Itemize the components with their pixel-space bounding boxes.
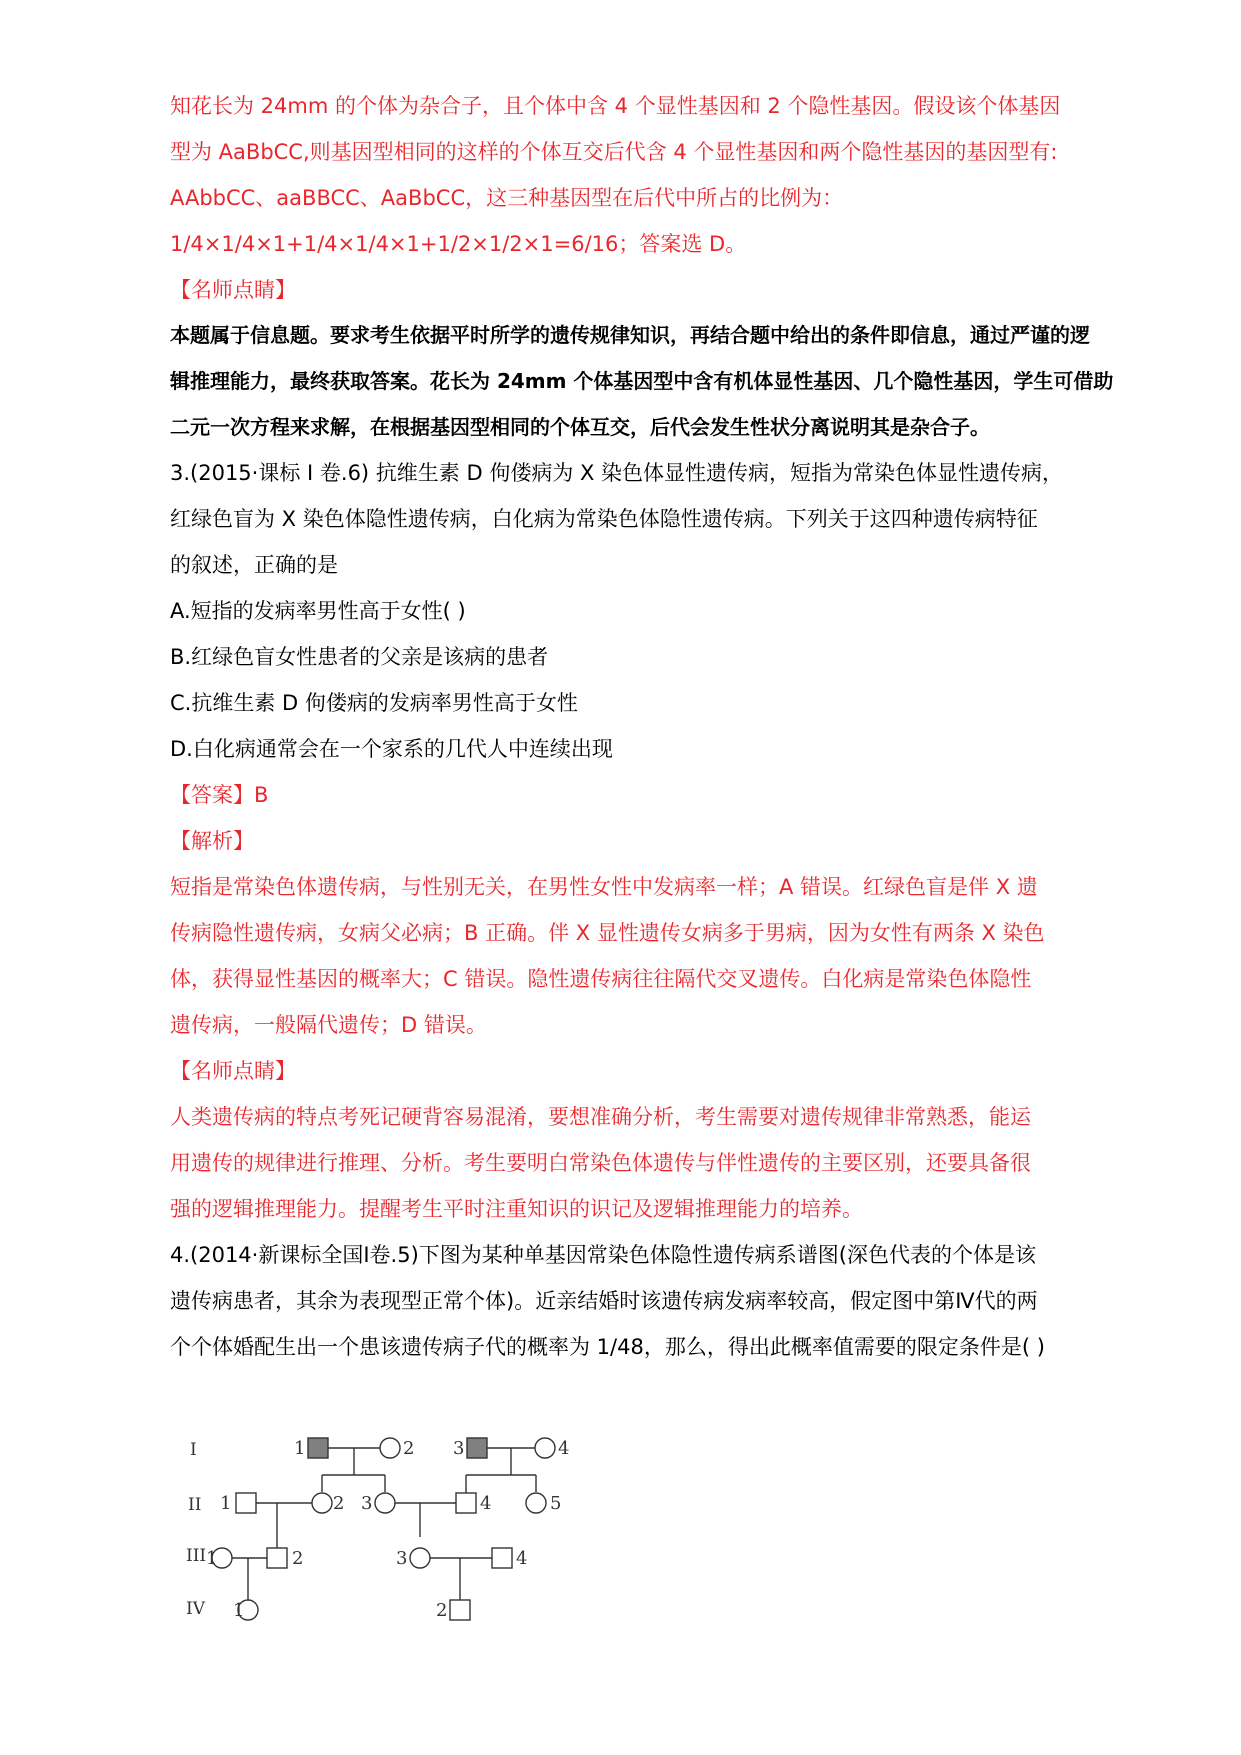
individual-iii4-male	[492, 1548, 512, 1568]
generation-label-iv: IV	[186, 1599, 205, 1619]
label-iii4: 4	[516, 1548, 528, 1569]
note-line: 强的逻辑推理能力。提醒考生平时注重知识的识记及逻辑推理能力的培养。	[170, 1197, 863, 1221]
label-iii1: 1	[206, 1548, 218, 1569]
analysis-label: 【解析】	[170, 829, 254, 853]
individual-i3-affected-male	[467, 1438, 487, 1458]
analysis-line: 短指是常染色体遗传病，与性别无关，在男性女性中发病率一样；A 错误。红绿色盲是伴 X 遗	[170, 875, 1038, 899]
label-iv2: 2	[436, 1600, 448, 1621]
individual-iv2-male	[450, 1600, 470, 1620]
label-ii3: 3	[361, 1493, 373, 1514]
individual-i4-female	[535, 1438, 555, 1458]
answer: 【答案】B	[170, 783, 269, 807]
label-i4: 4	[558, 1438, 570, 1459]
individual-i2-female	[380, 1438, 400, 1458]
label-iv1: 1	[233, 1600, 245, 1621]
option-a: A.短指的发病率男性高于女性( )	[170, 599, 466, 623]
note-line: 用遗传的规律进行推理、分析。考生要明白常染色体遗传与伴性遗传的主要区别，还要具备很	[170, 1151, 1031, 1175]
label-i2: 2	[403, 1438, 415, 1459]
teacher-note-label: 【名师点睛】	[170, 1059, 296, 1083]
question-stem-line: 红绿色盲为 X 染色体隐性遗传病，白化病为常染色体隐性遗传病。下列关于这四种遗传病特征	[170, 507, 1038, 531]
question-stem-line: 4.(2014·新课标全国Ⅰ卷.5)下图为某种单基因常染色体隐性遗传病系谱图(深色代表的个体是该	[170, 1243, 1036, 1267]
generation-label-ii: II	[188, 1495, 202, 1515]
label-ii4: 4	[480, 1493, 492, 1514]
generation-label-i: I	[190, 1440, 197, 1460]
question-stem-line: 遗传病患者，其余为表现型正常个体)。近亲结婚时该遗传病发病率较高，假定图中第Ⅳ代的两	[170, 1289, 1038, 1313]
option-c: C.抗维生素 D 佝偻病的发病率男性高于女性	[170, 691, 578, 715]
individual-ii3-female	[375, 1493, 395, 1513]
option-b: B.红绿色盲女性患者的父亲是该病的患者	[170, 645, 549, 669]
analysis-line: AAbbCC、aaBBCC、AaBbCC，这三种基因型在后代中所占的比例为：	[170, 186, 844, 210]
note-line: 人类遗传病的特点考死记硬背容易混淆，要想准确分析，考生需要对遗传规律非常熟悉，能运	[170, 1105, 1031, 1129]
analysis-line: 型为 AaBbCC,则基因型相同的这样的个体互交后代含 4 个显性基因和两个隐性基因的基因型有:	[170, 140, 1058, 164]
pedigree-chart	[170, 1430, 640, 1645]
analysis-line: 体，获得显性基因的概率大；C 错误。隐性遗传病往往隔代交叉遗传。白化病是常染色体隐性	[170, 967, 1032, 991]
individual-ii1-male	[236, 1493, 256, 1513]
teacher-note-label: 【名师点睛】	[170, 278, 296, 302]
analysis-line: 遗传病，一般隔代遗传；D 错误。	[170, 1013, 487, 1037]
individual-ii4-male	[456, 1493, 476, 1513]
individual-ii2-female	[312, 1493, 332, 1513]
question-stem-line: 个个体婚配生出一个患该遗传病子代的概率为 1/48，那么，得出此概率值需要的限定条件是( )	[170, 1335, 1045, 1359]
label-ii5: 5	[550, 1493, 562, 1514]
label-i1: 1	[294, 1438, 306, 1459]
individual-ii5-female	[526, 1493, 546, 1513]
question-stem-line: 的叙述，正确的是	[170, 553, 338, 577]
individual-iii3-female	[410, 1548, 430, 1568]
individual-i1-affected-male	[308, 1438, 328, 1458]
note-line: 二元一次方程来求解，在根据基因型相同的个体互交，后代会发生性状分离说明其是杂合子。	[170, 415, 990, 439]
analysis-line: 传病隐性遗传病，女病父必病；B 正确。伴 X 显性遗传女病多于男病，因为女性有两条 X 染色	[170, 921, 1045, 945]
label-i3: 3	[453, 1438, 465, 1459]
analysis-line: 知花长为 24mm 的个体为杂合子，且个体中含 4 个显性基因和 2 个隐性基因。假设该个体基因	[170, 94, 1061, 118]
label-iii3: 3	[396, 1548, 408, 1569]
label-iii2: 2	[292, 1548, 304, 1569]
note-line: 本题属于信息题。要求考生依据平时所学的遗传规律知识，再结合题中给出的条件即信息，通过严谨的逻	[170, 323, 1090, 347]
option-d: D.白化病通常会在一个家系的几代人中连续出现	[170, 737, 613, 761]
question-stem-line: 3.(2015·课标 I 卷.6) 抗维生素 D 佝偻病为 X 染色体显性遗传病，短指为常染色体显性遗传病，	[170, 461, 1064, 485]
analysis-line: 1/4×1/4×1+1/4×1/4×1+1/2×1/2×1=6/16；答案选 D。	[170, 232, 747, 256]
label-ii2: 2	[333, 1493, 345, 1514]
note-line: 辑推理能力，最终获取答案。花长为 24mm 个体基因型中含有机体显性基因、几个隐性基因，学生可借助	[170, 369, 1114, 393]
individual-iii2-male	[267, 1548, 287, 1568]
generation-label-iii: III	[186, 1546, 207, 1566]
label-ii1: 1	[220, 1493, 232, 1514]
